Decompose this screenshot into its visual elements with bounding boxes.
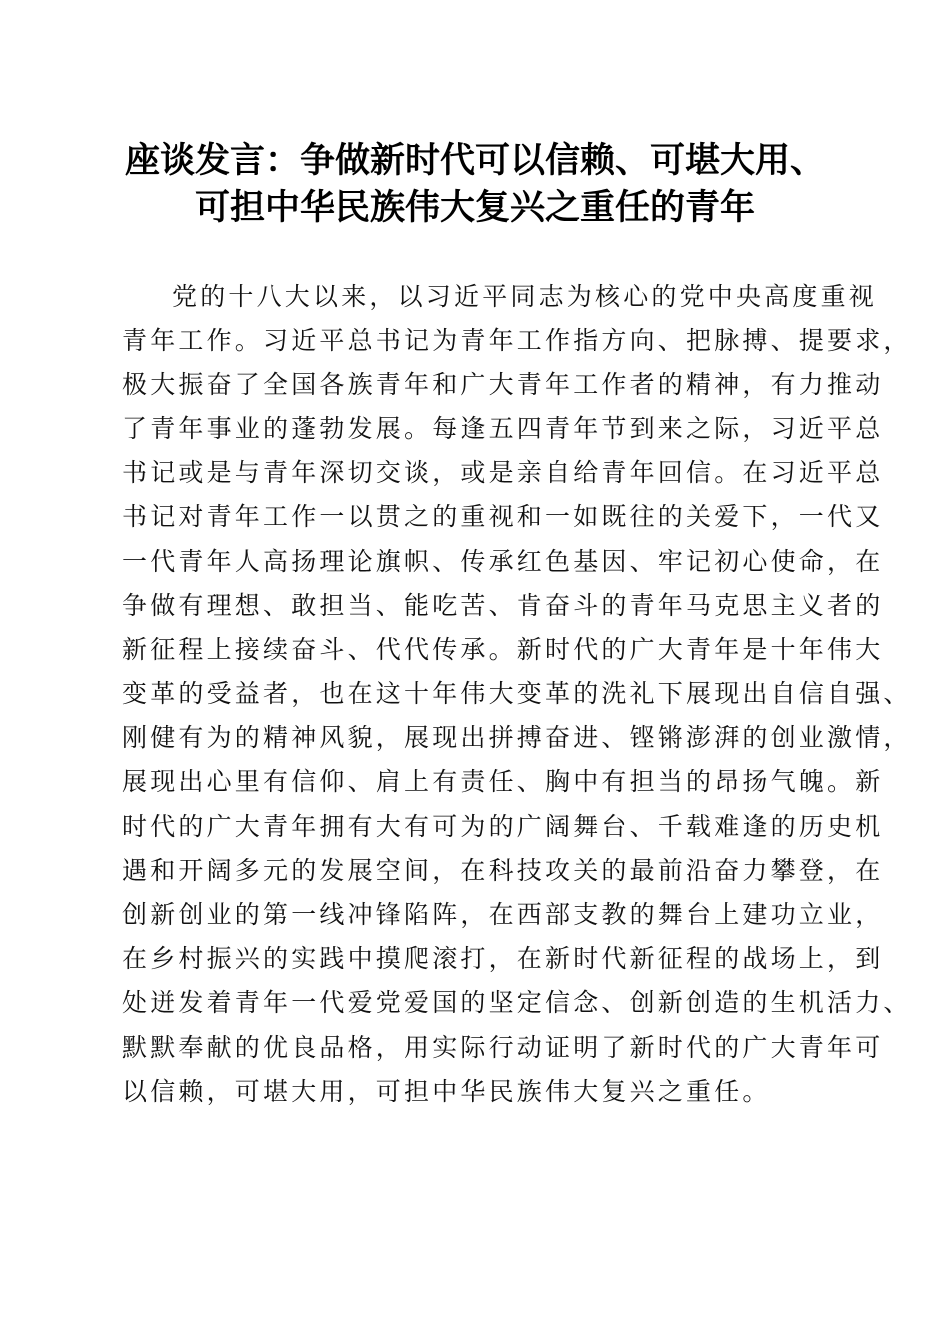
body-text-line: 党的十八大以来，以习近平同志为核心的党中央高度重视	[172, 282, 878, 311]
body-text-line: 以信赖，可堪大用，可担中华民族伟大复兴之重任。	[122, 1077, 771, 1106]
body-text-line: 时代的广大青年拥有大有可为的广阔舞台、千载难逢的历史机	[122, 812, 884, 841]
body-text-line: 书记对青年工作一以贯之的重视和一如既往的关爱下，一代又	[122, 502, 884, 531]
body-text-line: 了青年事业的蓬勃发展。每逢五四青年节到来之际，习近平总	[122, 414, 884, 443]
body-text-line: 处迸发着青年一代爱党爱国的坚定信念、创新创造的生机活力、	[122, 988, 912, 1017]
body-text-line: 遇和开阔多元的发展空间，在科技攻关的最前沿奋力攀登，在	[122, 856, 884, 885]
body-text-line: 刚健有为的精神风貌，展现出拼搏奋进、铿锵澎湃的创业激情，	[122, 723, 912, 752]
body-text-line: 展现出心里有信仰、肩上有责任、胸中有担当的昂扬气魄。新	[122, 767, 884, 796]
body-text-line: 默默奉献的优良品格，用实际行动证明了新时代的广大青年可	[122, 1033, 884, 1062]
body-text-line: 青年工作。习近平总书记为青年工作指方向、把脉搏、提要求，	[122, 326, 912, 355]
body-text-line: 在乡村振兴的实践中摸爬滚打，在新时代新征程的战场上，到	[122, 944, 884, 973]
body-text-line: 创新创业的第一线冲锋陷阵，在西部支教的舞台上建功立业，	[122, 900, 884, 929]
body-text-line: 新征程上接续奋斗、代代传承。新时代的广大青年是十年伟大	[122, 635, 884, 664]
body-text-line: 争做有理想、敢担当、能吃苦、肯奋斗的青年马克思主义者的	[122, 591, 884, 620]
body-text-line: 一代青年人高扬理论旗帜、传承红色基因、牢记初心使命，在	[122, 547, 884, 576]
body-text-line: 极大振奋了全国各族青年和广大青年工作者的精神，有力推动	[122, 370, 884, 399]
body-text-line: 变革的受益者，也在这十年伟大变革的洗礼下展现出自信自强、	[122, 679, 912, 708]
document-title-line-2: 可担中华民族伟大复兴之重任的青年	[194, 187, 755, 228]
document-title-line-1: 座谈发言：争做新时代可以信赖、可堪大用、	[124, 140, 825, 181]
body-text-line: 书记或是与青年深切交谈，或是亲自给青年回信。在习近平总	[122, 458, 884, 487]
